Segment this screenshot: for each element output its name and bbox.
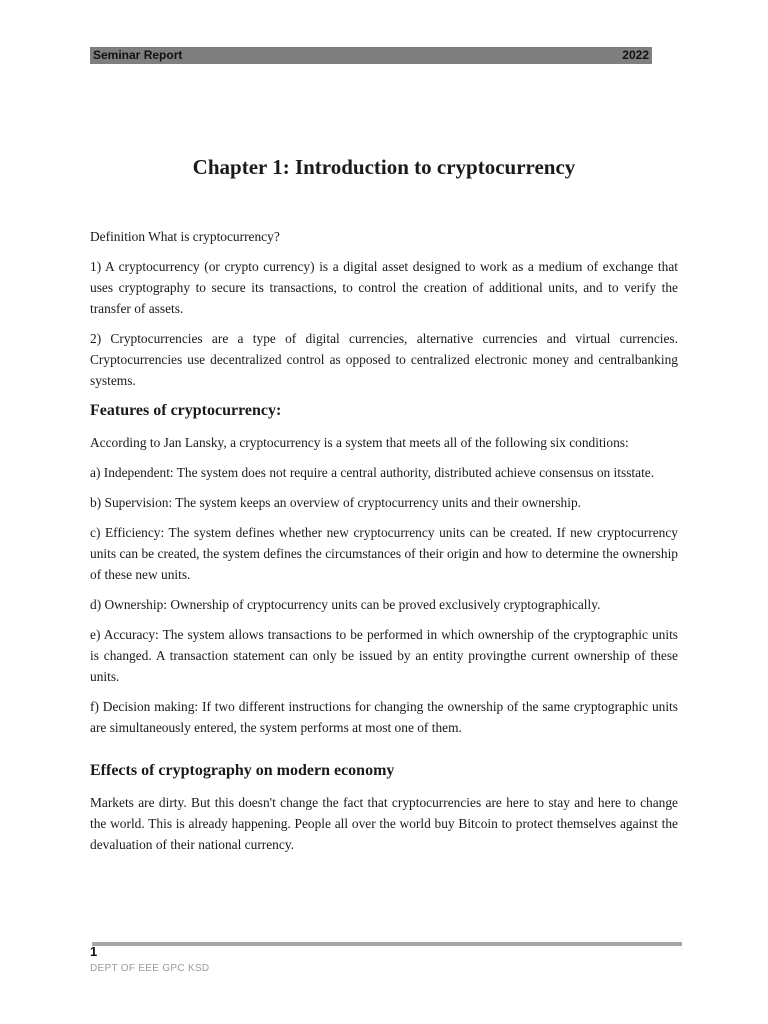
effects-paragraph: Markets are dirty. But this doesn't change the fact that cryptocurrencies are here to stay and here to change the world. This is already happening. People all over the world buy Bitcoin to protect themselves against the devaluation of their national currency. [90,795,678,852]
definition-paragraph-1: 1) A cryptocurrency (or crypto currency) is a digital asset designed to work as a medium of exchange that uses cryptography to secure its transactions, to control the creation of additional units, and to verify the transfer of assets. [90,259,678,316]
footer-department: DEPT OF EEE GPC KSD [90,963,210,974]
page-number: 1 [90,944,98,959]
features-heading: Features of cryptocurrency: [90,402,282,419]
header-year: 2022 [622,48,649,62]
definition-paragraph-2: 2) Cryptocurrencies are a type of digital currencies, alternative currencies and virtual currencies. Cryptocurrencies use decentralized control as opposed to centralized electronic money and centralbanking systems. [90,331,678,388]
page-header [90,47,652,64]
feature-item-supervision: b) Supervision: The system keeps an overview of cryptocurrency units and their ownership. [90,495,581,510]
feature-item-independent: a) Independent: The system does not require a central authority, distributed achieve consensus on itsstate. [90,465,655,480]
chapter-title: Chapter 1: Introduction to cryptocurrency [192,155,576,179]
document-body [90,226,678,864]
definition-heading: Definition What is cryptocurrency? [90,229,280,244]
feature-item-accuracy: e) Accuracy: The system allows transactions to be performed in which ownership of the cryptographic units is changed. A transaction statement can only be issued by an entity provingthe current ownership of these units. [90,627,678,684]
feature-item-ownership: d) Ownership: Ownership of cryptocurrency units can be proved exclusively cryptographically. [90,597,601,612]
footer-divider [92,942,682,946]
header-report-title: Seminar Report [93,48,183,62]
feature-item-decision-making: f) Decision making: If two different instructions for changing the ownership of the same cryptographic units are simultaneously entered, the system performs at most one of them. [90,699,678,735]
features-intro: According to Jan Lansky, a cryptocurrency is a system that meets all of the following six conditions: [90,435,629,450]
feature-item-efficiency: c) Efficiency: The system defines whether new cryptocurrency units can be created. If new cryptocurrency units can be created, the system defines the circumstances of their origin and how to determine the ownership of these new units. [90,525,678,582]
effects-heading: Effects of cryptography on modern economy [90,762,395,779]
